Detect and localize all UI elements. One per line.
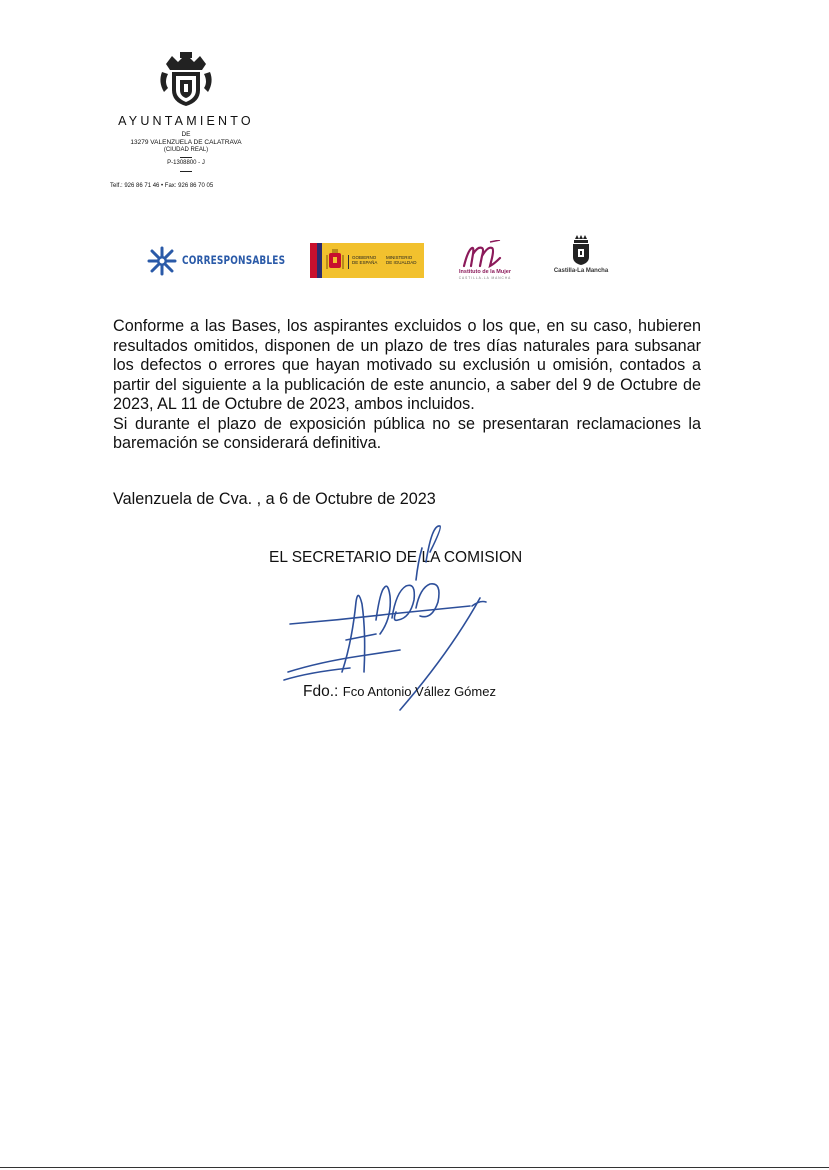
org-province: (CIUDAD REAL) [163,147,209,153]
corresponsables-label: CORRESPONSABLES [182,253,286,267]
place-date-line: Valenzuela de Cva. , a 6 de Octubre de 2023 [113,490,436,508]
signed-by-line [303,683,496,701]
org-de: DE [181,131,191,138]
page-bottom-border [0,1167,829,1168]
gobierno-line2: DE ESPAÑA [352,260,378,265]
ministerio-line2: DE IGUALDAD [386,260,417,265]
org-contact: Telf.: 926 86 71 46 • Fax: 926 86 70 05 [110,183,214,189]
signatory-name: Fco Antonio Vállez Gómez [342,684,496,699]
gobierno-espana-logo [310,243,424,278]
instituto-mujer-logo [452,240,518,282]
instituto-sublabel: CASTILLA-LA MANCHA [458,276,512,280]
instituto-label: Instituto de la Mujer [459,269,511,275]
divider [180,157,192,158]
gobierno-line1: GOBIERNO [352,255,377,260]
signatory-title: EL SECRETARIO DE LA COMISION [269,549,523,566]
org-title: AYUNTAMIENTO [118,114,254,128]
org-cif: P-1308800 - J [167,160,205,166]
coat-of-arms-icon [326,249,344,273]
instituto-mujer-mark [460,240,510,268]
snowflake-icon [147,246,177,276]
notice-body [113,317,701,454]
notice-paragraph-1: Conforme a las Bases, los aspirantes excluidos o los que, en su caso, hubieren resultados omitidos, disponen de un plazo de tres días naturales para subsanar los defectos o errores que hayan motivado su exclusión u omisión, contados a partir del siguiente a la publicación de este anuncio, a saber del 9 de Octubre de 2023, AL 11 de Octubre de 2023, ambos incluidos. [113,317,701,413]
fdo-label: Fdo.: [303,683,339,700]
corresponsables-logo [147,244,286,282]
divider [180,171,192,172]
clm-label: Castilla-La Mancha [553,268,609,274]
ministerio-line1: MINISTERIO [386,255,413,260]
castilla-la-mancha-logo [546,235,616,281]
notice-paragraph-2: Si durante el plazo de exposición pública no se presentaran reclamaciones la baremación se considerará definitiva. [113,414,701,452]
org-address: 13279 VALENZUELA DE CALATRAVA [130,139,242,146]
coat-of-arms-logo [158,52,214,108]
castle-shield-icon [571,235,591,265]
